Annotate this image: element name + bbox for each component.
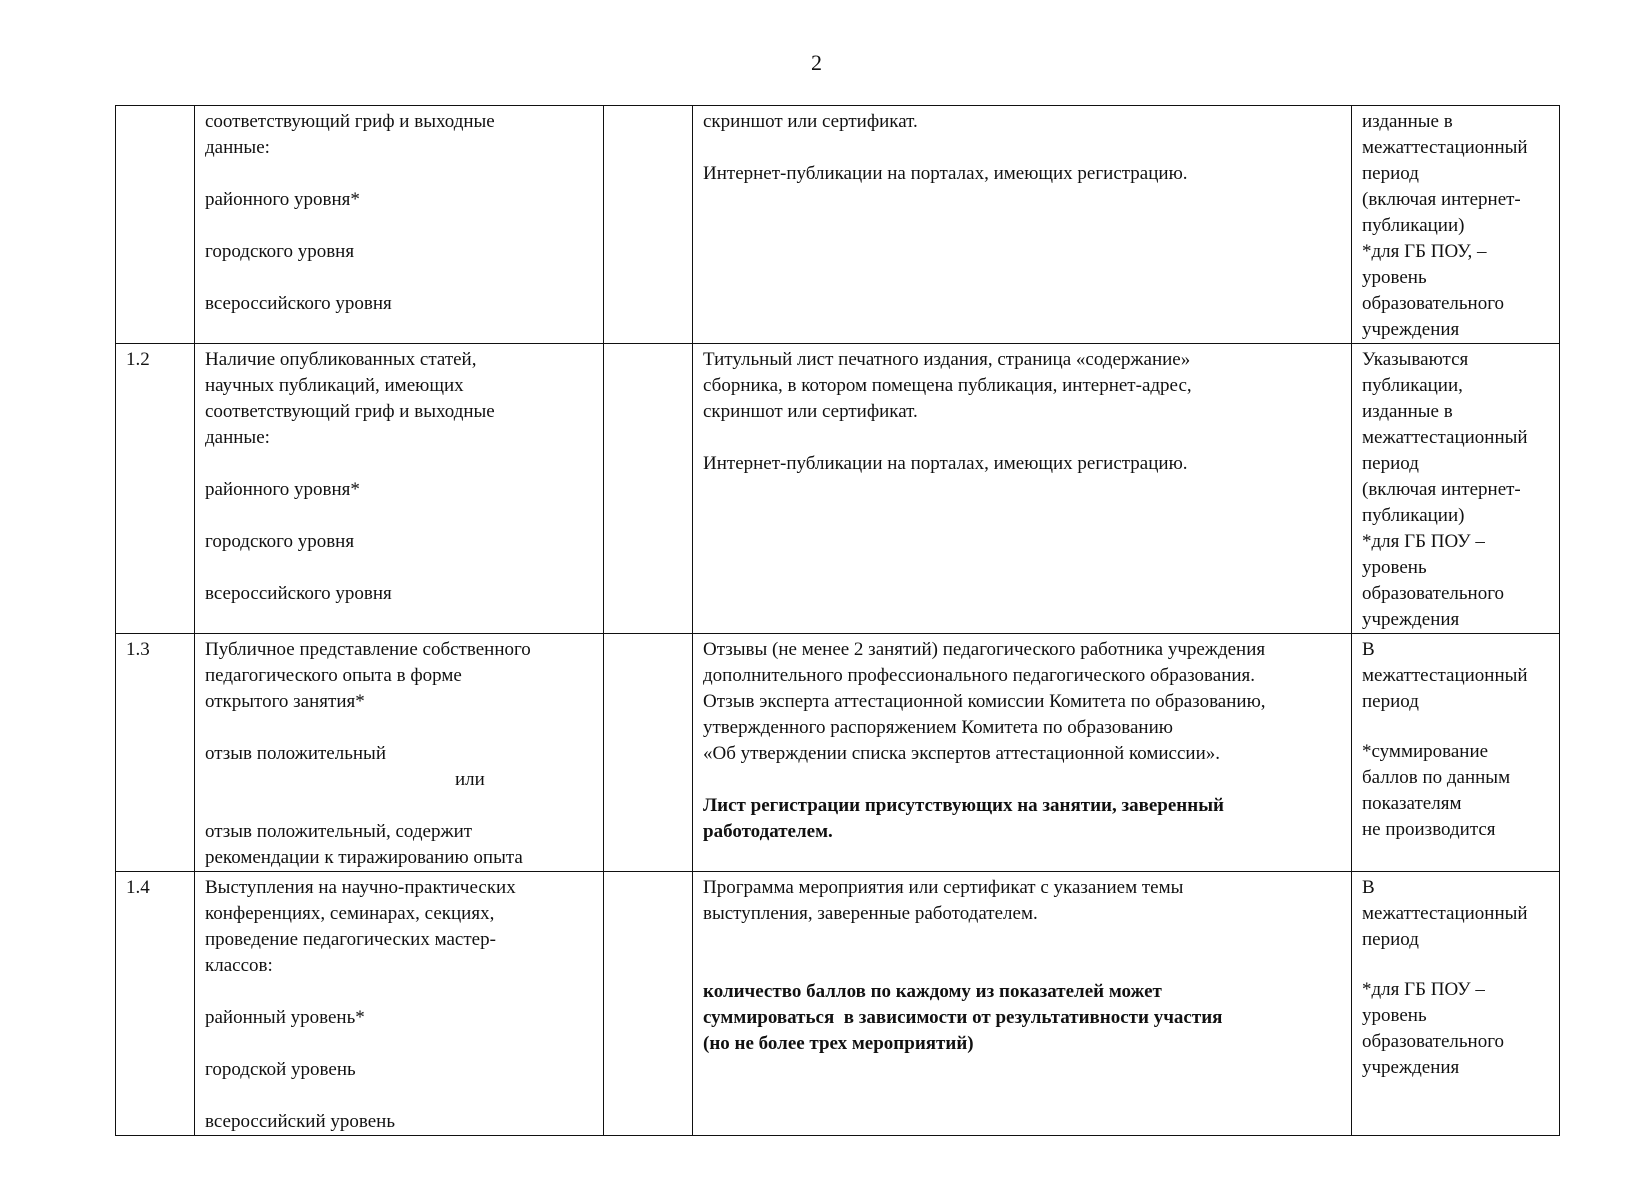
note-line: уровень bbox=[1362, 267, 1427, 288]
documents-cell bbox=[693, 872, 1352, 1136]
indicator-line: или bbox=[455, 769, 485, 790]
indicator-line: всероссийского уровня bbox=[205, 583, 392, 604]
note-line: период bbox=[1362, 163, 1419, 184]
table-row bbox=[116, 344, 1560, 634]
note-line: В bbox=[1362, 639, 1375, 660]
note-line: В bbox=[1362, 877, 1375, 898]
note-line: Указываются bbox=[1362, 349, 1469, 370]
indicator-cell bbox=[195, 344, 604, 634]
note-line: *для ГБ ПОУ, – bbox=[1362, 241, 1487, 262]
note-line: учреждения bbox=[1362, 319, 1460, 340]
row-number: 1.2 bbox=[116, 344, 195, 634]
indicator-line: соответствующий гриф и выходные bbox=[205, 401, 495, 422]
document-line: (но не более трех мероприятий) bbox=[703, 1033, 974, 1054]
note-line: (включая интернет- bbox=[1362, 189, 1521, 210]
indicator-line: открытого занятия* bbox=[205, 691, 365, 712]
note-cell bbox=[1352, 106, 1560, 344]
note-line: публикации, bbox=[1362, 375, 1463, 396]
note-line: образовательного bbox=[1362, 293, 1505, 314]
table-row bbox=[116, 634, 1560, 872]
indicator-line: проведение педагогических мастер- bbox=[205, 929, 496, 950]
document-line: Лист регистрации присутствующих на занятии, заверенный bbox=[703, 795, 1224, 816]
note-line: изданные в bbox=[1362, 111, 1453, 132]
indicator-line: Публичное представление собственного bbox=[205, 639, 531, 660]
note-line: публикации) bbox=[1362, 215, 1465, 236]
indicator-line: городской уровень bbox=[205, 1059, 356, 1080]
note-line: изданные в bbox=[1362, 401, 1453, 422]
note-line: период bbox=[1362, 453, 1419, 474]
note-line: межаттестационный bbox=[1362, 903, 1528, 924]
document-line: количество баллов по каждому из показателей может bbox=[703, 981, 1162, 1002]
note-line: *для ГБ ПОУ – bbox=[1362, 531, 1485, 552]
document-line: Программа мероприятия или сертификат с указанием темы bbox=[703, 877, 1184, 898]
document-line: Отзывы (не менее 2 занятий) педагогического работника учреждения bbox=[703, 639, 1266, 660]
points-cell bbox=[604, 106, 693, 344]
note-line: баллов по данным bbox=[1362, 766, 1511, 788]
indicator-line: районный уровень* bbox=[205, 1007, 365, 1028]
document-line: сборника, в котором помещена публикация, интернет-адрес, bbox=[703, 375, 1192, 396]
note-line: уровень bbox=[1362, 557, 1427, 578]
indicator-line: всероссийского уровня bbox=[205, 293, 392, 314]
document-line: выступления, заверенные работодателем. bbox=[703, 903, 1038, 924]
indicator-line: рекомендации к тиражированию опыта bbox=[205, 847, 523, 868]
document-line: скриншот или сертификат. bbox=[703, 401, 918, 422]
table-row bbox=[116, 106, 1560, 344]
row-number: 1.3 bbox=[116, 634, 195, 872]
note-cell bbox=[1352, 872, 1560, 1136]
document-line: Титульный лист печатного издания, страница «содержание» bbox=[703, 349, 1191, 370]
note-cell bbox=[1352, 344, 1560, 634]
indicator-line: городского уровня bbox=[205, 531, 355, 552]
note-line: межаттестационный bbox=[1362, 137, 1528, 158]
indicator-line: районного уровня* bbox=[205, 479, 360, 500]
note-line: *суммирование bbox=[1362, 740, 1489, 762]
indicator-line: отзыв положительный, содержит bbox=[205, 821, 473, 842]
note-line: учреждения bbox=[1362, 609, 1460, 630]
note-line: уровень bbox=[1362, 1004, 1427, 1026]
document-line: суммироваться в зависимости от результативности участия bbox=[703, 1007, 1223, 1028]
indicator-line: классов: bbox=[205, 955, 273, 976]
indicator-line: данные: bbox=[205, 427, 270, 448]
document-line: утвержденного распоряжением Комитета по образованию bbox=[703, 717, 1173, 738]
points-cell bbox=[604, 872, 693, 1136]
document-line: скриншот или сертификат. bbox=[703, 111, 918, 132]
documents-cell bbox=[693, 344, 1352, 634]
note-line: публикации) bbox=[1362, 505, 1465, 526]
note-line: учреждения bbox=[1362, 1056, 1460, 1078]
document-line: Интернет-публикации на порталах, имеющих регистрацию. bbox=[703, 453, 1188, 474]
indicator-line: конференциях, семинарах, секциях, bbox=[205, 903, 495, 924]
note-line: период bbox=[1362, 929, 1419, 950]
note-line: образовательного bbox=[1362, 1030, 1505, 1052]
indicator-cell bbox=[195, 872, 604, 1136]
indicator-line: городского уровня bbox=[205, 241, 355, 262]
row-number: 1.4 bbox=[116, 872, 195, 1136]
document-line: Интернет-публикации на порталах, имеющих регистрацию. bbox=[703, 163, 1188, 184]
note-line: показателям bbox=[1362, 792, 1462, 814]
points-cell bbox=[604, 344, 693, 634]
indicator-line: Наличие опубликованных статей, bbox=[205, 349, 477, 370]
points-cell bbox=[604, 634, 693, 872]
note-line: период bbox=[1362, 691, 1419, 712]
note-line: межаттестационный bbox=[1362, 665, 1528, 686]
note-line: (включая интернет- bbox=[1362, 479, 1521, 500]
indicator-cell bbox=[195, 634, 604, 872]
indicator-cell bbox=[195, 106, 604, 344]
row-number bbox=[116, 106, 195, 344]
indicator-line: данные: bbox=[205, 137, 270, 158]
indicator-line: отзыв положительный bbox=[205, 743, 386, 764]
note-line: *для ГБ ПОУ – bbox=[1362, 978, 1485, 1000]
criteria-table bbox=[115, 105, 1560, 1136]
indicator-line: Выступления на научно-практических bbox=[205, 877, 516, 898]
indicator-line: районного уровня* bbox=[205, 189, 360, 210]
indicator-line: педагогического опыта в форме bbox=[205, 665, 462, 686]
document-line: дополнительного профессионального педагогического образования. bbox=[703, 665, 1256, 686]
document-line: работодателем. bbox=[703, 821, 833, 842]
note-line: межаттестационный bbox=[1362, 427, 1528, 448]
note-cell bbox=[1352, 634, 1560, 872]
document-line: «Об утверждении списка экспертов аттестационной комиссии». bbox=[703, 743, 1221, 764]
table-row bbox=[116, 872, 1560, 1136]
documents-cell bbox=[693, 106, 1352, 344]
documents-cell bbox=[693, 634, 1352, 872]
note-line: образовательного bbox=[1362, 583, 1505, 604]
document-line: Отзыв эксперта аттестационной комиссии Комитета по образованию, bbox=[703, 691, 1266, 712]
indicator-line: научных публикаций, имеющих bbox=[205, 375, 464, 396]
note-line: не производится bbox=[1362, 818, 1496, 840]
page-number: 2 bbox=[811, 50, 822, 75]
indicator-line: всероссийский уровень bbox=[205, 1111, 396, 1132]
indicator-line: соответствующий гриф и выходные bbox=[205, 111, 495, 132]
